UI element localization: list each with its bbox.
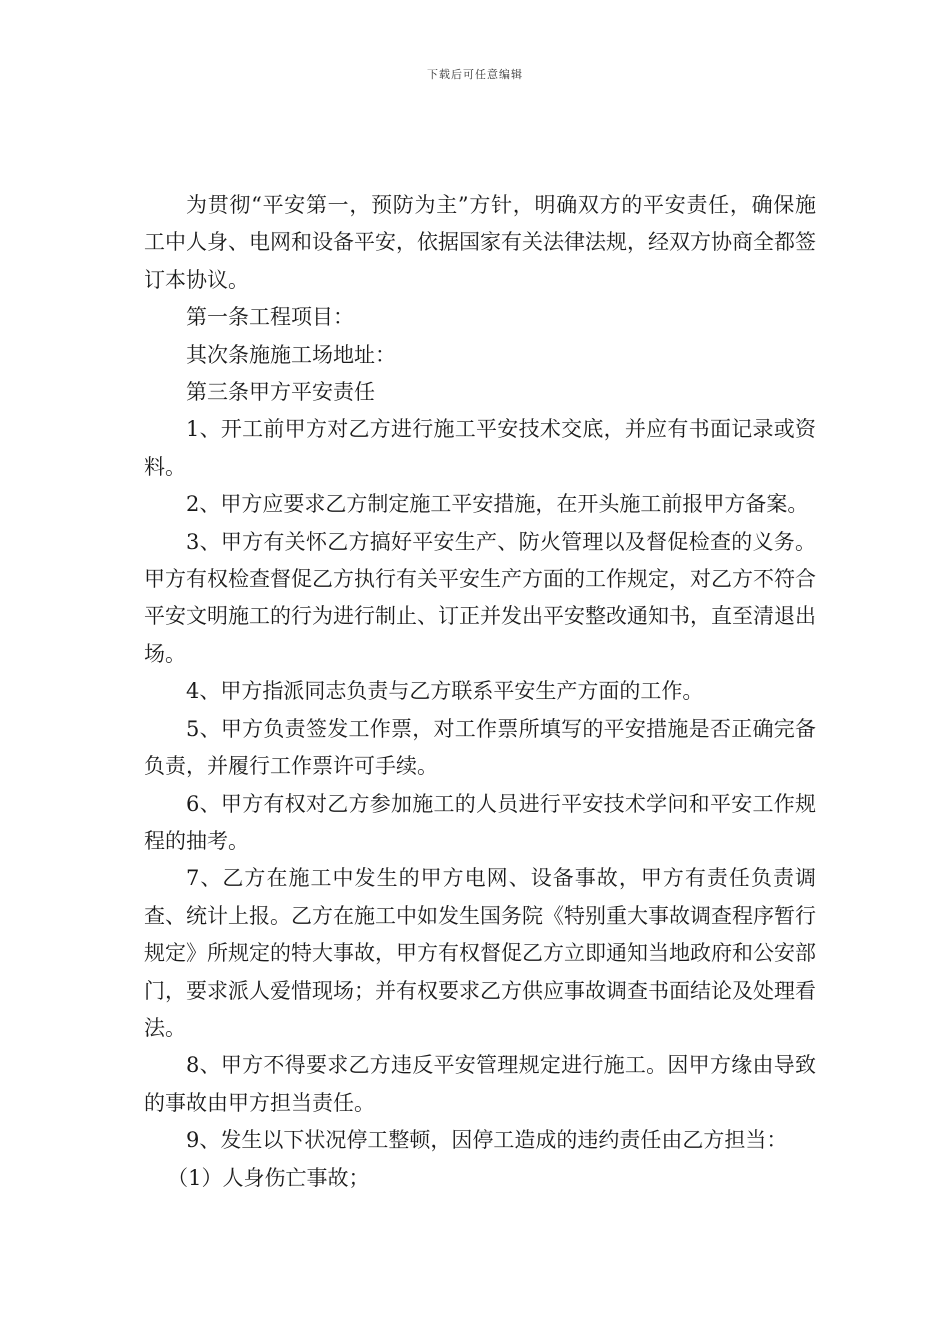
clause-9: 9、发生以下状况停工整顿，因停工造成的违约责任由乙方担当： xyxy=(186,1128,788,1153)
document-body xyxy=(144,187,816,1197)
intro-paragraph: 为贯彻“平安第一，预防为主”方针，明确双方的平安责任，确保施工中人身、电网和设备平安，依据国家有关法律法规，经双方协商全都签订本协议。 xyxy=(144,193,816,292)
page-header-note: 下载后可任意编辑 xyxy=(427,68,523,81)
clause-5: 5、甲方负责签发工作票，对工作票所填写的平安措施是否正确完备负责，并履行工作票许可手续。 xyxy=(144,716,816,779)
clause-4: 4、甲方指派同志负责与乙方联系平安生产方面的工作。 xyxy=(186,679,704,704)
sub-clause-1: （1）人身伤亡事故； xyxy=(167,1165,370,1190)
article-2-heading: 其次条施施工场地址： xyxy=(186,342,396,367)
article-1-heading: 第一条工程项目： xyxy=(186,305,354,330)
clause-7: 7、乙方在施工中发生的甲方电网、设备事故，甲方有责任负责调查、统计上报。乙方在施工中如发生国务院《特别重大事故调查程序暂行规定》所规定的特大事故，甲方有权督促乙方立即通知当地政府和公安部门，要求派人爱惜现场；并有权要求乙方供应事故调查书面结论及处理看法。 xyxy=(144,866,816,1040)
clause-1: 1、开工前甲方对乙方进行施工平安技术交底，并应有书面记录或资料。 xyxy=(144,417,816,479)
article-3-heading: 第三条甲方平安责任 xyxy=(186,380,375,405)
clause-3: 3、甲方有关怀乙方搞好平安生产、防火管理以及督促检查的义务。甲方有权检查督促乙方执行有关平安生产方面的工作规定，对乙方不符合平安文明施工的行为进行制止、订正并发出平安整改通知书，直至清退出场。 xyxy=(144,529,816,666)
clause-8: 8、甲方不得要求乙方违反平安管理规定进行施工。因甲方缘由导致的事故由甲方担当责任。 xyxy=(144,1053,816,1115)
clause-6: 6、甲方有权对乙方参加施工的人员进行平安技术学问和平安工作规程的抽考。 xyxy=(144,791,816,853)
clause-2: 2、甲方应要求乙方制定施工平安措施，在开头施工前报甲方备案。 xyxy=(186,492,809,517)
